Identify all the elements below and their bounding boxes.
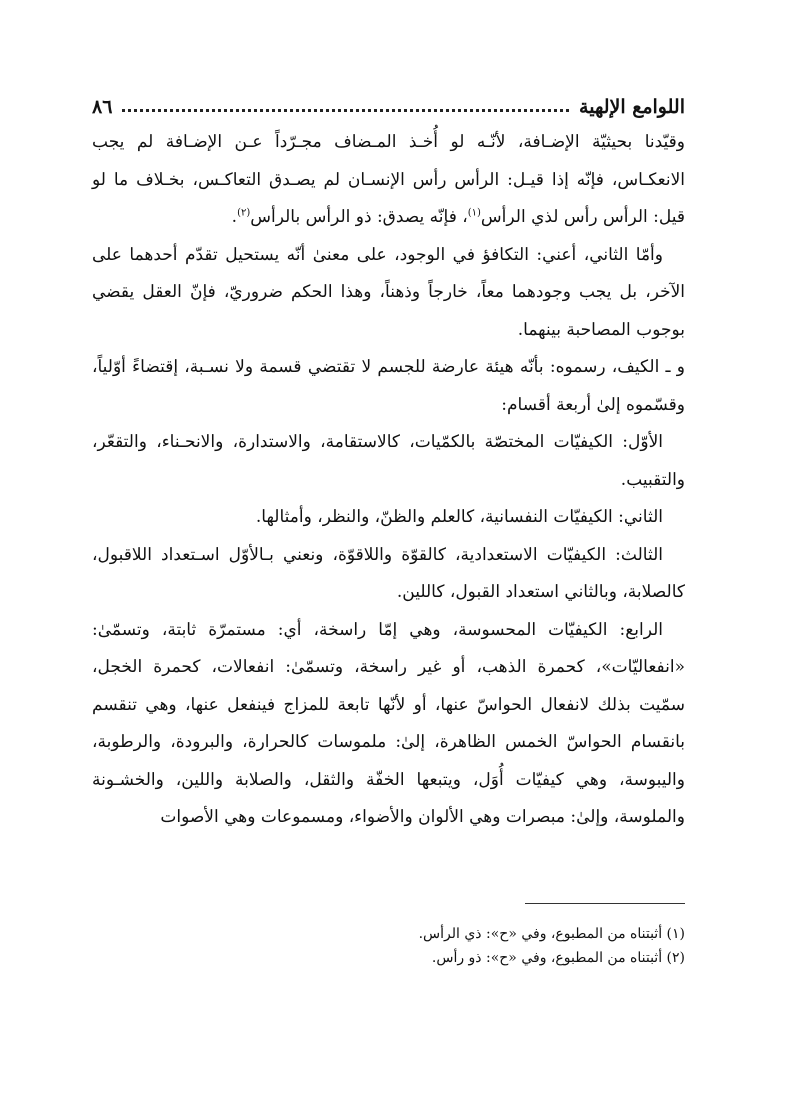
footnote-marker: (١) bbox=[467, 207, 481, 219]
paragraph: وأمّا الثاني، أعني: التكافؤ في الوجود، على معنىٰ أنّه يستحيل تقدّم أحدهما على الآخر، بل يجب وجودهما معاً، خارجاً وذهناً، وهذا الحكم ضروريّ، فإنّ العقل يقضي بوجوب المصاحبة بينهما. bbox=[92, 244, 685, 340]
paragraph-text: ، فإنّه يصدق: ذو الرأس بالرأس bbox=[250, 207, 468, 227]
footnote-marker: (٢) bbox=[237, 207, 251, 219]
paragraph: الثالث: الكيفيّات الاستعدادية، كالقوّة واللاقوّة، ونعني بـالأوّل اسـتعداد اللاقبول، كالصلابة، وبالثاني استعداد القبول، كاللين. bbox=[92, 544, 685, 602]
paragraph: الثاني: الكيفيّات النفسانية، كالعلم والظنّ، والنظر، وأمثالها. bbox=[255, 507, 663, 527]
paragraph: الرابع: الكيفيّات المحسوسة، وهي إمّا راسخة، أي: مستمرّة ثابتة، وتسمّىٰ: «انفعاليّات»، كحمرة الذهب، أو غير راسخة، وتسمّىٰ: انفعالات، كحمرة الخجل، سمّيت بذلك لانفعال الحواسّ عنها، أو لأنّها تابعة للمزاج فينفعل عنها، وهي تنقسم بانقسام الحواسّ الخمس الظاهرة، إلىٰ: ملموسات كالحرارة، والبرودة، والرطوبة، واليبوسة، وهي كيفيّات أُوَل، ويتبعها الخفّة والثقل، والصلابة واللين، والخشـونة والملوسة، وإلىٰ: مبصرات وهي الألوان والأضواء، ومسموعات وهي الأصوات bbox=[92, 619, 685, 827]
paragraph bbox=[92, 124, 685, 237]
paragraph-text: . bbox=[231, 207, 238, 227]
main-text bbox=[92, 124, 685, 837]
footnote: (١) أثبتناه من المطبوع، وفي «ح»: ذي الرأس. bbox=[418, 926, 685, 942]
footnote: (٢) أثبتناه من المطبوع، وفي «ح»: ذو رأس. bbox=[431, 950, 685, 966]
paragraph-text: وقيّدنا بحيثيّة الإضـافة، لأنّـه لو أُخـذ المـضاف مجـرّداً عـن الإضـافة لم يجب الانعكـاس، فإنّه إذا قيـل: الرأس رأس الإنسـان لم يصـدق التعاكـس، بخـلاف ما لو قيل: الرأس رأس لذي الرأس bbox=[92, 132, 685, 227]
paragraph: و ـ الكيف، رسموه: بأنّه هيئة عارضة للجسم لا تقتضي قسمة ولا نسـبة، إقتضاءً أوّلياً، وقسّموه إلىٰ أربعة أقسام: bbox=[92, 357, 685, 415]
paragraph: الأوّل: الكيفيّات المختصّة بالكمّيات، كالاستقامة، والاستدارة، والانحـناء، والتقعّر، والتقبيب. bbox=[92, 432, 685, 490]
page-number: ٨٦ bbox=[92, 96, 113, 118]
footnote-divider bbox=[525, 903, 685, 904]
header-dot-leader bbox=[122, 108, 569, 112]
footnotes bbox=[300, 922, 685, 970]
running-title: اللوامع الإلهية bbox=[579, 96, 685, 118]
page-header bbox=[92, 88, 685, 122]
